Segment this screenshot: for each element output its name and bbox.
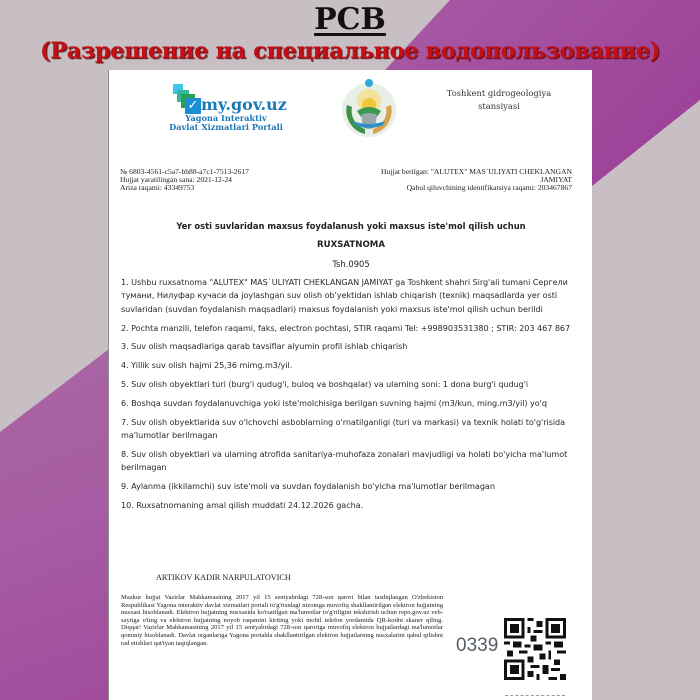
document-meta-left: [120, 168, 249, 193]
portal-logo: [161, 82, 291, 132]
state-emblem-icon: [339, 77, 399, 139]
slide-subtitle: (Разрешение на специальное водопользование): [39, 38, 661, 64]
document-title: RUXSATNOMA: [317, 240, 385, 250]
checkmark-squares-icon: ✓: [173, 84, 203, 118]
list-item: 9. Aylanma (ikkilamchi) suv iste'moli va suvdan foydalanish bo'yicha ma'lumotlar berilmagan: [121, 481, 495, 491]
signer-name: ARTIKOV KADIR NARPULATOVICH: [156, 573, 291, 582]
permit-document: [108, 70, 592, 700]
list-item: 1. Ushbu ruxsatnoma "ALUTEX" MAS`ULIYATI CHEKLANGAN JAMIYAT ga Toshkent shahri Sirg'ali tumani Сергели тумани, Нилуфар кучаси da joylashgan suv olish ob'yektidan ishlab chiqarish (texnik) maqsadlarda yer osti suvlaridan (suvdan foydalanish maqsadlari) maxsus foydalanish yoki maxsus iste'mol qilish uchun berildi: [121, 277, 568, 314]
list-item: 6. Boshqa suvdan foydalanuvchiga yoki iste'molchisiga berilgan suvning hajmi (m3/kun, ming.m3/yil) yo'q: [121, 397, 547, 408]
permit-items-list: [121, 276, 571, 518]
document-heading: Yer osti suvlaridan maxsus foydalanush yoki maxsus iste'mol qilish uchun: [176, 221, 526, 231]
issued-to: Hujjat berilgan: "ALUTEX" MAS`ULIYATI CHEKLANGAN: [381, 167, 572, 176]
list-item: 2. Pochta manzili, telefon raqami, faks, electron pochtasi, STIR raqami Tel: +998903531380 ; STIR: 203 467 867: [121, 322, 571, 333]
issuing-organization: Toshkent gidrogeologiya stansiyasi: [446, 88, 552, 111]
list-item: 4. Yillik suv olish hajmi 25,36 mimg.m3/yil.: [121, 360, 293, 371]
list-item: 7. Suv olish obyektlarida suv o'lchovchi asboblarning o'rnatilganligi (turi va markasi) va texnik holati to'g'risida ma'lumotlar berilmagan: [121, 416, 566, 440]
document-meta-right: Hujjat berilgan: "ALUTEX" MAS`ULIYATI CHEKLANGAN JAMIYAT Qabul qiluvchining identifikatsiya raqami: 203467867: [332, 168, 572, 193]
list-item: 5. Suv olish obyektlari turi (burg'i qudug'i, buloq va boshqalar) va ularning soni: 1 dona burg'i qudug'i: [121, 379, 529, 389]
recipient-id: Qabul qiluvchining identifikatsiya raqami: 203467867: [406, 183, 572, 193]
qr-caption-divider: [505, 695, 565, 698]
qr-code-icon[interactable]: [504, 618, 566, 680]
permit-number: Tsh.0905: [332, 259, 370, 269]
document-number: № 6803-4561-c5a7-bb88-a7c1-7513-2617: [120, 167, 249, 176]
portal-logo-subtitle: Yagona Interaktiv Davlat Xizmatlari Portali: [169, 113, 283, 132]
portal-logo-name: my.gov.uz: [201, 95, 287, 114]
application-number: Ariza raqami: 43349753: [120, 183, 195, 193]
legal-disclaimer: Mazkur hujjat Vazirlar Mahkamasining 2017 yil 15 sentyabrdagi 728-son qarori bilan tasdiqlangan O'zbekiston Respublikasi Yagona interaktiv davlat xizmatlari portali to'g'risidagi nizomga muvofiq shakllantirilgan elektron hujjatning nusxasi hisoblanadi. Elektron hujjatning nusxasida ko'rsatilgan ma'lumotlar to'g'riligini tekshirish uchun repo.gov.uz veb-saytiga o'ting va elektron hujjatning noyob raqamini kiriting yoki mobil telefon yordamida QR-kodni skaner qiling. Diqqat! Vazirlar Mahkamasining 2017 yil 15 sentyabrdagi 728-son qaroriga muvofiq elektron hujjatlardagi ma'lumotlar qonuniy hisoblanadi. Davlat organlariga Yagona portalda shakllantirilgan elektron hujjatlarning nusxalarini qabul qilishni rad etishlari qat'iyan taqiqlangan.: [121, 594, 443, 647]
list-item: 3. Suv olish maqsadlariga qarab tavsiflar alyumin profil ishlab chiqarish: [121, 341, 408, 352]
verification-code: 0339: [456, 635, 499, 656]
slide-title: РСВ: [314, 2, 386, 37]
created-date: Hujjat yaratilingan sana: 2021-12-24: [120, 175, 232, 185]
list-item: 10. Ruxsatnomaning amal qilish muddati 24.12.2026 gacha.: [121, 499, 364, 510]
list-item: 8. Suv olish obyektlari va ularning atrofida sanitariya-muhofaza zonalari mavjudligi va holati bo'yicha ma'lumot berilmagan: [121, 448, 568, 473]
